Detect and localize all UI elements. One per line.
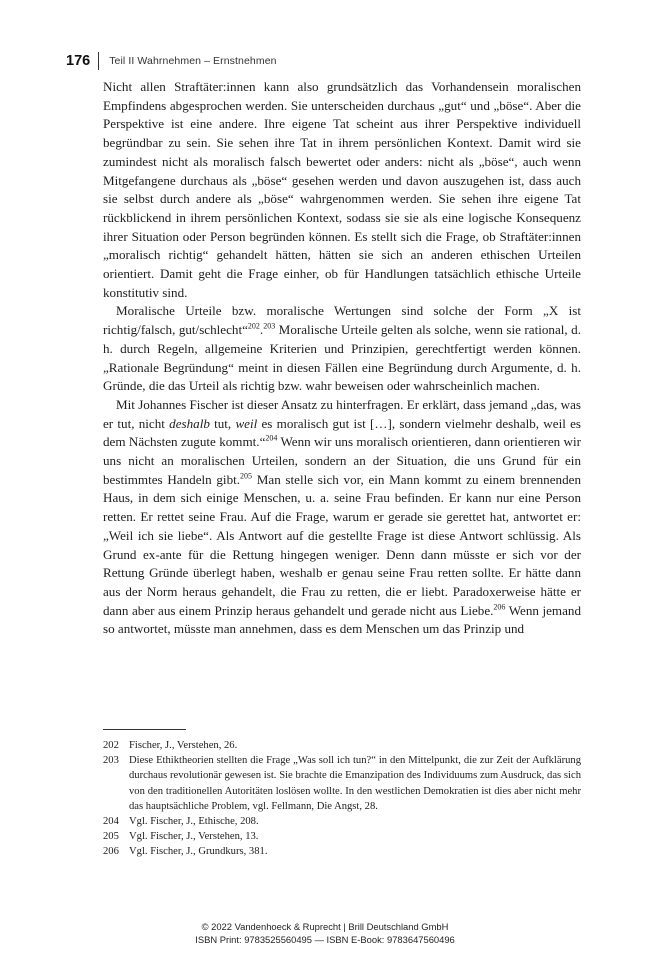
header-divider [98,52,99,70]
footnote-ref-205[interactable]: 205 [240,471,253,481]
paragraph-3 [103,396,581,639]
footnote-text: Fischer, J., Verstehen, 26. [129,740,238,751]
paragraph-1-text: Nicht allen Straftäter:innen kann also grundsätzlich das Vorhandensein moralischen Empfindens abgesprochen werden. Sie unterscheiden durchaus „gut“ und „böse“. Aber die Perspektive ist eine andere. Ihre eigene Tat scheint aus ihrer Perspektive individuell begründbar zu sein. Sie sehen ihre Tat in ihrem persönlichen Kontext. Damit wird sie zumindest nicht als moralisch falsch bewertet oder anders: nicht als „böse“, auch wenn Mitgefangene durchaus als „böse“ gesehen werden und davon auszugehen ist, dass auch sie selbst durch andere als „böse“ wahrgenommen werden. Sie sehen ihre eigene Tat rückblickend in ihrem persönlichen Kontext, sodass sie sie als eine logische Konsequenz ihrer Situation oder Person begründen können. Es stellt sich die Frage, ob Straftäter:innen „moralisch richtig“ gehandelt hätten, hätten sie sich an anderen ethischen Urteilen orientiert. Damit geht die Frage einher, ob für Handlungen tatsächlich ethische Urteile konstitutiv sind. [103,79,581,300]
footnote-202 [103,738,581,753]
footnote-203 [103,753,581,814]
footnote-number: 202 [103,740,119,751]
paragraph-3-text-d: Wenn wir uns moralisch orientieren, dann orientieren wir uns nicht an moralischen Urteilen, sondern an der Situation, die uns Grund für ein bestimmtes Handeln gibt. [103,434,582,487]
footnote-number: 206 [103,846,119,858]
footnote-number: 205 [103,831,119,843]
footnote-205 [103,829,581,844]
page-number: 176 [66,53,91,69]
paragraph-3-text-f: Wenn jemand so antwortet, müsste man annehmen, dass es dem Menschen um das Prinzip und [103,602,581,637]
paragraph-3-text-b: tut, [209,415,236,431]
footnote-text: Vgl. Fischer, J., Ethische, 208. [129,816,259,828]
footnote-text: Diese Ethiktheorien stellten die Frage „Was soll ich tun?“ in den Mittelpunkt, die zur Zeit der Aufklärung durchaus revolutionär gewesen ist. Sie brachte die Emanzipation des Individuums zum Ausdruck, das sich von den traditionellen Autoritäten loslösen wollte. In den westlichen Demokratien ist dies aber nicht mehr das hauptsächliche Problem, vgl. Fellmann, Die Angst, 28. [129,755,581,812]
paragraph-2 [103,302,581,396]
imprint [0,921,650,946]
paragraph-3-text-e: Man stelle sich vor, ein Mann kommt zu einem brennenden Haus, in dem sich einige Menschen, u. a. seine Frau befinden. Er kann nur eine Person retten. Er rettet seine Frau. Auf die Frage, warum er gerade sie gerettet hat, antwortet er: „Weil ich sie liebe“. Als Antwort auf die gestellte Frage ist diese Antwort schlüssig. Als Grund ex-ante für die Rettung hingegen weniger. Denn dann müsste er sich vor der Rettung Gründe überlegt haben, weshalb er genau seine Frau retten sollte. Er hätte dann aus der Norm heraus gehandelt, die Frau zu retten, die er liebt. Paradoxerweise hätte er dann aber aus einem Prinzip heraus gehandelt und gerade nicht aus Liebe. [103,471,581,618]
footnote-ref-206[interactable]: 206 [493,602,506,612]
body-text [103,78,581,639]
imprint-copyright: © 2022 Vandenhoeck & Ruprecht | Brill Deutschland GmbH [201,921,449,932]
imprint-isbn: ISBN Print: 9783525560495 — ISBN E-Book: 9783647560496 [195,933,455,945]
footnote-number: 203 [103,755,119,767]
paragraph-2-text-b: . [259,322,264,338]
footnote-number: 204 [103,816,119,828]
paragraph-3-text-c: es moralisch gut ist […], sondern vielmehr deshalb, weil es dem Nächsten zugute kommt.“ [103,415,581,450]
footnote-ref-202[interactable]: 202 [247,321,260,331]
emphasis-deshalb: deshalb [169,415,210,431]
page-header [66,50,277,72]
running-head: Teil II Wahrnehmen – Ernstnehmen [109,55,277,67]
emphasis-weil: weil [235,415,258,431]
footnote-text: Vgl. Fischer, J., Grundkurs, 381. [129,846,268,858]
footnote-ref-203[interactable]: 203 [263,321,276,331]
footnotes [103,738,581,860]
paragraph-3-text-a: Mit Johannes Fischer ist dieser Ansatz zu hinterfragen. Er erklärt, dass jemand „das, was er tut, nicht [103,396,581,431]
footnote-text: Vgl. Fischer, J., Verstehen, 13. [129,831,259,843]
paragraph-2-text-c: Moralische Urteile gelten als solche, wenn sie rational, d. h. durch Regeln, allgemeine Kriterien und Prinzipien, gerechtfertigt werden können. „Rationale Begründung“ meint in diesen Fällen eine Begründung durch Argumente, d. h. Gründe, die das Urteil als richtig bzw. wahr beweisen oder wahrscheinlich machen. [103,322,581,394]
footnote-ref-204[interactable]: 204 [265,434,278,443]
paragraph-2-text-a: Moralische Urteile bzw. moralische Wertungen sind solche der Form „X ist richtig/falsch, gut/schlecht“ [103,303,581,338]
paragraph-1 [103,78,581,302]
footnote-divider [103,729,186,730]
footnote-206 [103,844,581,859]
footnote-204 [103,814,581,829]
